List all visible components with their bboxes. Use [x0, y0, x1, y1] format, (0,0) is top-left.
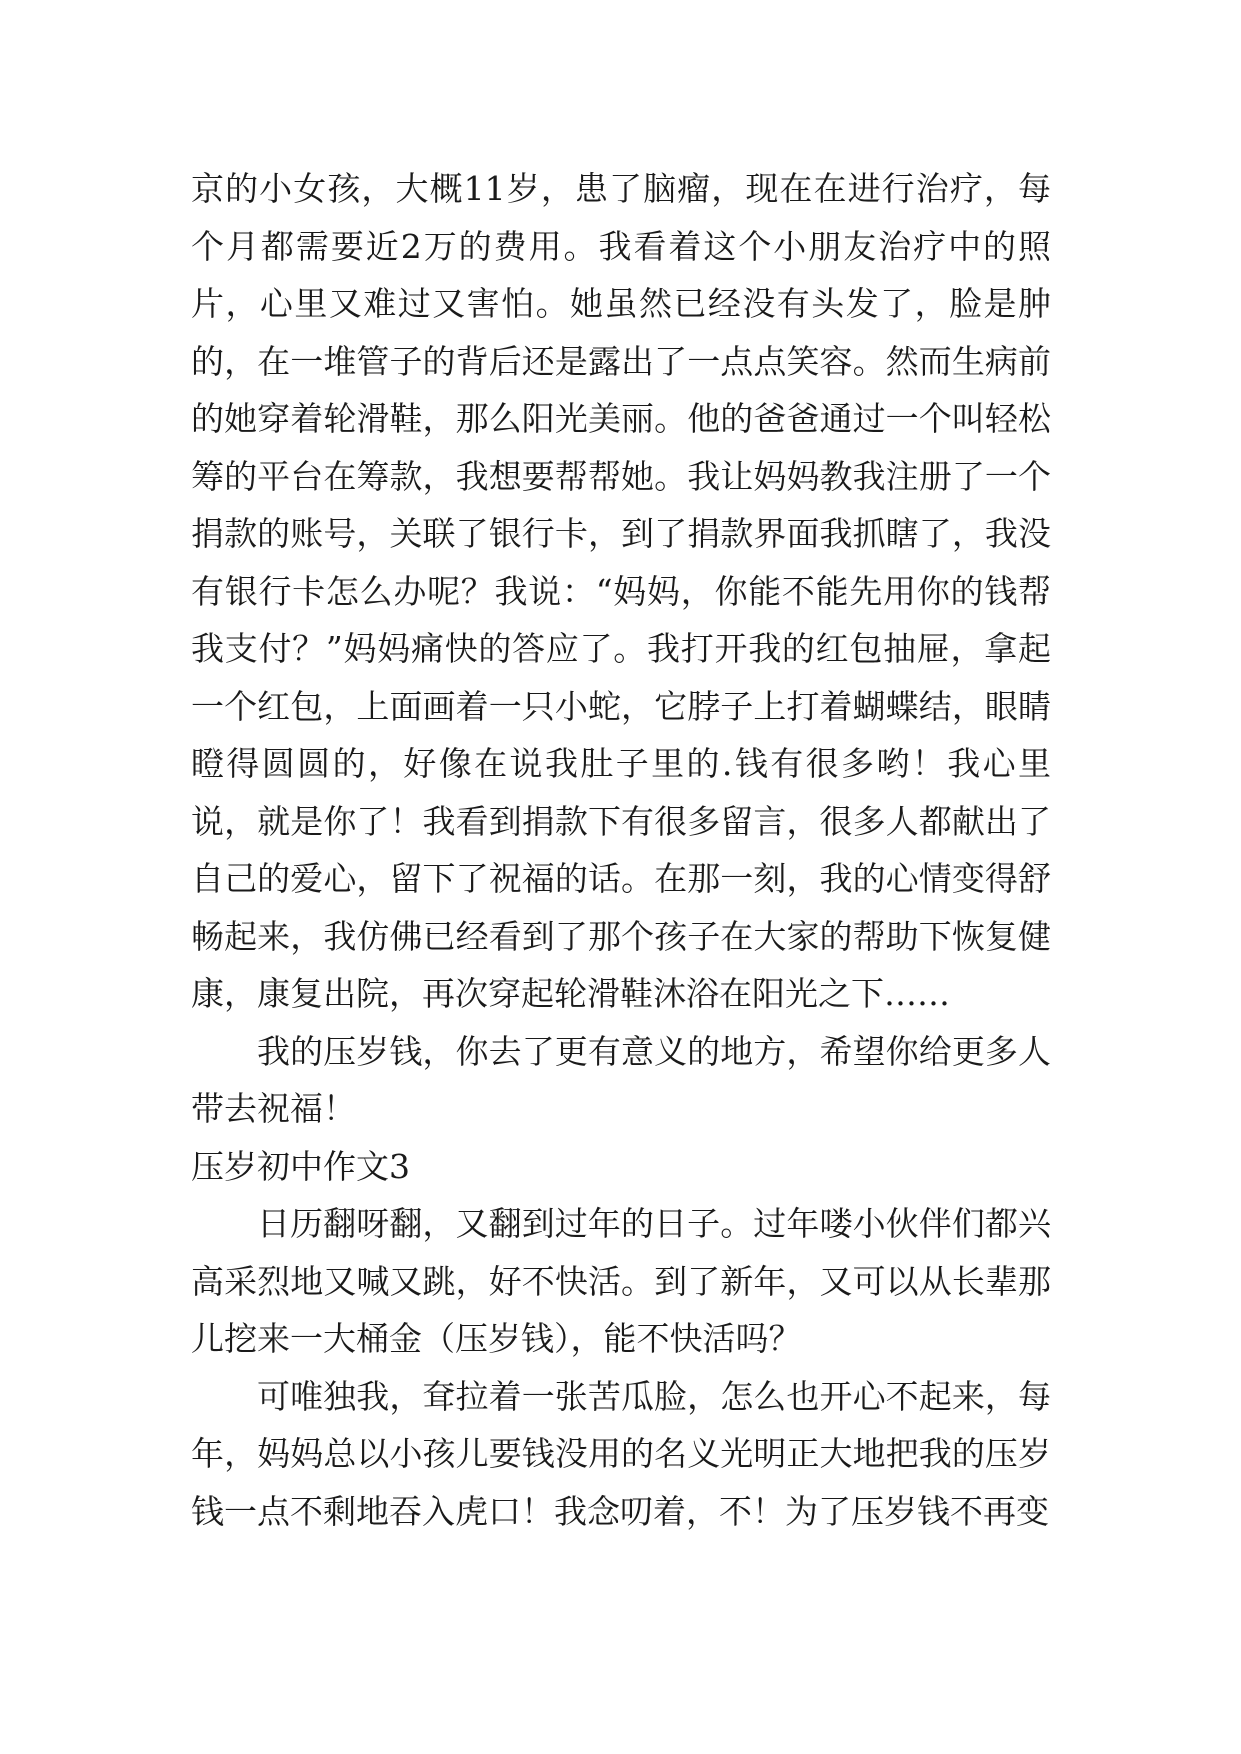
paragraph-body: 可唯独我，耷拉着一张苦瓜脸，怎么也开心不起来，每年，妈妈总以小孩儿要钱没用的名义光明正大地把我的压岁钱一点不剩地吞入虎口！我念叨着，不！为了压岁钱不再变 [191, 1376, 1051, 1531]
document-page [191, 160, 1051, 1540]
section-heading: 压岁初中作文3 [191, 1146, 410, 1186]
paragraph-continued: 京的小女孩，大概11岁，患了脑瘤，现在在进行治疗，每个月都需要近2万的费用。我看着这个小朋友治疗中的照片，心里又难过又害怕。她虽然已经没有头发了，脸是肿的，在一堆管子的背后还是露出了一点点笑容。然而生病前的她穿着轮滑鞋，那么阳光美丽。他的爸爸通过一个叫轻松筹的平台在筹款，我想要帮帮她。我让妈妈教我注册了一个捐款的账号，关联了银行卡，到了捐款界面我抓瞎了，我没有银行卡怎么办呢？我说：“妈妈，你能不能先用你的钱帮我支付？”妈妈痛快的答应了。我打开我的红包抽屉，拿起一个红包，上面画着一只小蛇，它脖子上打着蝴蝶结，眼睛瞪得圆圆的，好像在说我肚子里的.钱有很多哟！我心里说，就是你了！我看到捐款下有很多留言，很多人都献出了自己的爱心，留下了祝福的话。在那一刻，我的心情变得舒畅起来，我仿佛已经看到了那个孩子在大家的帮助下恢复健康，康复出院，再次穿起轮滑鞋沐浴在阳光之下…… [191, 169, 1051, 1013]
paragraph-body: 日历翻呀翻，又翻到过年的日子。过年喽小伙伴们都兴高采烈地又喊又跳，好不快活。到了新年，又可以从长辈那儿挖来一大桶金（压岁钱），能不快活吗？ [191, 1204, 1051, 1358]
paragraph-body: 我的压岁钱，你去了更有意义的地方，希望你给更多人带去祝福！ [191, 1031, 1051, 1128]
